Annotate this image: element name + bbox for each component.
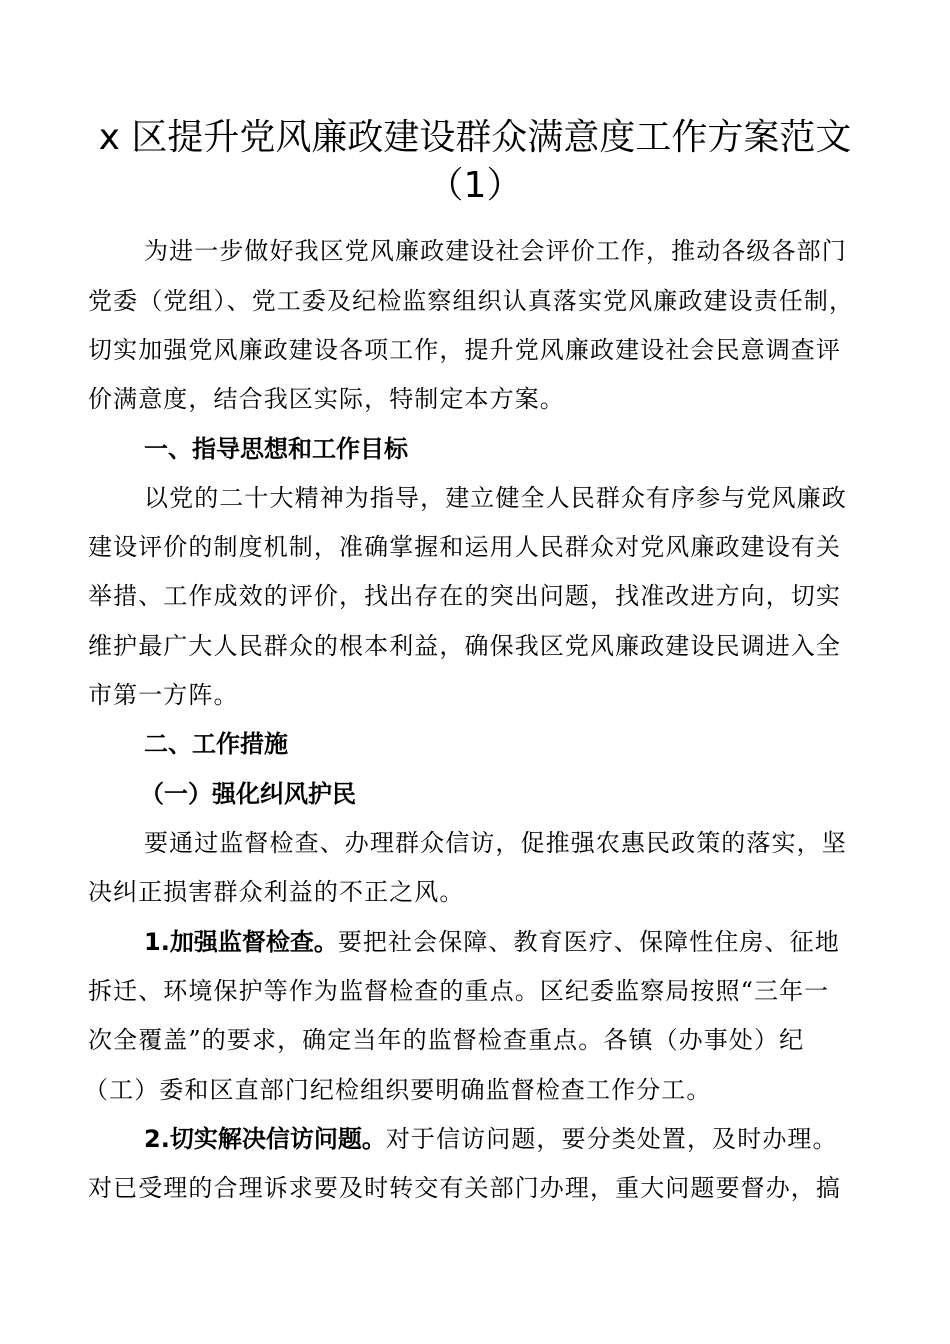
paragraph-line: 对已受理的合理诉求要及时转交有关部门办理，重大问题要督办，搞: [88, 1174, 841, 1202]
paragraph-line: 党委（党组）、党工委及纪检监察组织认真落实党风廉政建设责任制，: [88, 287, 855, 315]
section-heading: 一、指导思想和工作目标: [144, 435, 408, 463]
paragraph-line: 决纠正损害群众利益的不正之风。: [88, 878, 465, 906]
paragraph-line: [144, 927, 840, 957]
item-text: 要把社会保障、教育医疗、保障性住房、征地: [337, 928, 840, 956]
document-title-number: （1）: [427, 165, 523, 206]
paragraph-line: 价满意度，结合我区实际，特制定本方案。: [88, 385, 565, 413]
paragraph-line: 为进一步做好我区党风廉政建设社会评价工作，推动各级各部门: [144, 237, 847, 265]
paragraph-line: （工）委和区直部门纪检组织要明确监督检查工作分工。: [84, 1076, 712, 1104]
section-heading: 二、工作措施: [144, 730, 288, 758]
paragraph-line: 次全覆盖”的要求，确定当年的监督检查重点。各镇（办事处）纪: [88, 1026, 805, 1054]
paragraph-line: 维护最广大人民群众的根本利益，确保我区党风廉政建设民调进入全: [88, 632, 841, 660]
paragraph-line: 举措、工作成效的评价，找出存在的突出问题，找准改进方向，切实: [88, 582, 841, 610]
paragraph-line: 建设评价的制度机制，准确掌握和运用人民群众对党风廉政建设有关: [88, 533, 841, 561]
subsection-heading: （一）强化纠风护民: [140, 780, 356, 808]
document-title: x 区提升党风廉政建设群众满意度工作方案范文: [98, 117, 852, 158]
item-text: 对于信访问题，要分类处置，及时办理。: [385, 1125, 838, 1153]
paragraph-line: [144, 1124, 838, 1154]
paragraph-line: 以党的二十大精神为指导，建立健全人民群众有序参与党风廉政: [144, 484, 847, 512]
paragraph-line: 市第一方阵。: [88, 681, 239, 709]
item-lead: 2.切实解决信访问题。: [144, 1125, 386, 1153]
paragraph-line: 切实加强党风廉政建设各项工作，提升党风廉政建设社会民意调查评: [88, 336, 841, 364]
paragraph-line: 要通过监督检查、办理群众信访，促推强农惠民政策的落实，坚: [144, 829, 847, 857]
paragraph-line: 拆迁、环境保护等作为监督检查的重点。区纪委监察局按照“三年一: [88, 977, 830, 1005]
item-lead: 1.加强监督检查。: [144, 928, 338, 956]
